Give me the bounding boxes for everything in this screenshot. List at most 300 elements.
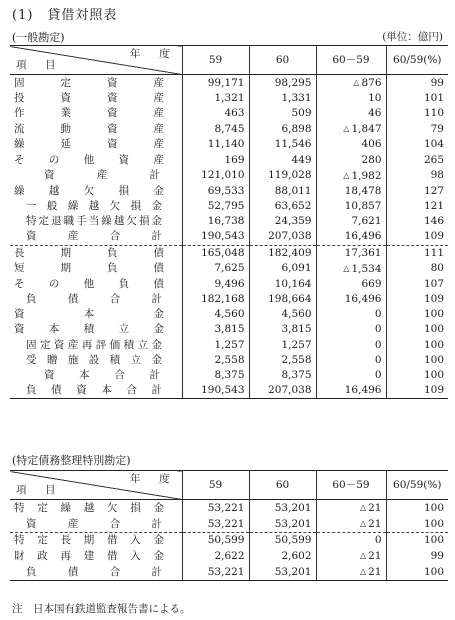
cell-diff [316, 214, 386, 229]
cell-60-value: 6,898 [281, 122, 312, 135]
row-label: 資本積立金 [14, 323, 164, 336]
table-row [10, 261, 448, 277]
cell-60-value: 50,599 [274, 534, 312, 547]
table-header-row [10, 471, 448, 500]
cell-59-value: 1,257 [214, 338, 245, 351]
negative-triangle-icon: △ [353, 78, 360, 87]
cell-ratio [386, 168, 448, 184]
cell-59 [182, 548, 249, 564]
row-label: 短期負債 [14, 262, 164, 275]
row-label-cell [10, 168, 182, 184]
table-row [10, 277, 448, 292]
cell-60 [249, 91, 316, 106]
cell-ratio-value: 111 [423, 246, 444, 259]
cell-60-value: 53,201 [274, 501, 312, 514]
table-row [10, 383, 448, 399]
cell-60 [249, 184, 316, 199]
cell-diff-value: 21 [368, 566, 382, 579]
row-label-cell [10, 383, 182, 399]
cell-59 [182, 337, 249, 352]
cell-diff-value: 669 [361, 277, 382, 290]
row-label-cell [10, 533, 182, 549]
cell-59 [182, 353, 249, 368]
header-year-label: 年 度 [130, 48, 174, 60]
row-label-cell [10, 368, 182, 383]
cell-ratio [386, 121, 448, 137]
cell-60 [249, 214, 316, 229]
cell-diff [316, 75, 386, 92]
cell-59 [182, 137, 249, 152]
row-label: 長期負債 [14, 246, 164, 259]
cell-60 [249, 307, 316, 322]
cell-ratio [386, 564, 448, 581]
row-label-cell [10, 184, 182, 199]
table-row [10, 184, 448, 199]
cell-ratio [386, 516, 448, 533]
cell-ratio-value: 98 [430, 169, 444, 182]
row-label-cell [10, 353, 182, 368]
cell-diff-value: 0 [374, 323, 382, 336]
cell-diff [316, 91, 386, 106]
header-col-60: 60 [249, 471, 316, 500]
row-label: 作業資産 [14, 107, 164, 120]
cell-60-value: 207,038 [268, 230, 312, 243]
balance-sheet-special-table [10, 470, 448, 581]
cell-60 [249, 337, 316, 352]
cell-60 [249, 199, 316, 214]
cell-ratio [386, 337, 448, 352]
cell-59-value: 50,599 [207, 534, 245, 547]
row-label-cell [10, 245, 182, 261]
row-label-cell [10, 500, 182, 517]
table-row [10, 214, 448, 229]
table-row [10, 516, 448, 533]
cell-diff-value: 1,847 [351, 123, 382, 136]
row-label-cell [10, 277, 182, 292]
cell-ratio [386, 307, 448, 322]
cell-60-value: 2,602 [281, 549, 312, 562]
row-label-cell [10, 91, 182, 106]
cell-diff-value: 21 [368, 550, 382, 563]
cell-59-value: 4,560 [214, 308, 245, 321]
cell-diff [316, 199, 386, 214]
row-label-cell [10, 307, 182, 322]
unit-label: (単位：億円) [382, 31, 443, 43]
row-label: 受贈施設積立金 [26, 353, 162, 366]
cell-60-value: 6,091 [281, 262, 312, 275]
cell-60-value: 11,546 [274, 138, 312, 151]
cell-59-value: 52,795 [207, 200, 245, 213]
cell-ratio-value: 100 [423, 565, 444, 578]
header-year-label: 年 度 [130, 473, 174, 485]
cell-diff-value: 0 [374, 338, 382, 351]
cell-60-value: 2,558 [281, 353, 312, 366]
cell-59-value: 190,543 [201, 230, 245, 243]
cell-59-value: 182,168 [201, 292, 245, 305]
negative-triangle-icon: △ [343, 124, 350, 134]
row-label-cell [10, 199, 182, 214]
row-label-cell [10, 337, 182, 352]
row-label: 繰延資産 [14, 138, 164, 151]
cell-59 [182, 500, 249, 517]
cell-60 [249, 153, 316, 168]
row-label-cell [10, 229, 182, 245]
header-col-59: 59 [182, 471, 249, 500]
cell-ratio-value: 121 [423, 200, 444, 213]
cell-59-value: 11,140 [207, 138, 245, 151]
table-row [10, 337, 448, 352]
cell-diff [316, 106, 386, 121]
row-label: 投資資産 [14, 92, 164, 105]
table-row [10, 292, 448, 307]
cell-60-value: 509 [291, 107, 312, 120]
cell-59 [182, 533, 249, 549]
row-label: 一般繰越欠損金 [26, 200, 162, 213]
cell-60-value: 10,164 [274, 277, 312, 290]
cell-diff-value: 1,982 [351, 169, 382, 182]
balance-sheet-general-table [10, 45, 448, 399]
table-row [10, 137, 448, 152]
cell-ratio-value: 100 [423, 517, 444, 530]
cell-60-value: 449 [291, 153, 312, 166]
cell-60-value: 207,038 [268, 384, 312, 397]
header-col-ratio: 60/59(%) [386, 471, 448, 500]
row-label: 特定繰越欠損金 [14, 501, 164, 514]
cell-59 [182, 168, 249, 184]
cell-diff [316, 533, 386, 549]
cell-59-value: 2,622 [214, 549, 245, 562]
table-row [10, 153, 448, 168]
cell-diff-value: 16,496 [344, 230, 382, 243]
cell-60-value: 8,375 [281, 368, 312, 381]
cell-ratio [386, 261, 448, 277]
row-label-cell [10, 548, 182, 564]
table-row [10, 75, 448, 92]
cell-60-value: 198,664 [268, 292, 312, 305]
cell-60 [249, 383, 316, 399]
cell-diff [316, 121, 386, 137]
row-label: 固定資産 [14, 76, 164, 89]
cell-59-value: 16,738 [207, 215, 245, 228]
cell-59-value: 9,496 [214, 277, 245, 290]
cell-60 [249, 292, 316, 307]
cell-ratio [386, 533, 448, 549]
cell-59-value: 1,321 [214, 92, 245, 105]
section-general-title: (一般勘定) [12, 31, 65, 44]
cell-ratio [386, 91, 448, 106]
cell-60 [249, 548, 316, 564]
cell-60-value: 63,652 [274, 200, 312, 213]
cell-diff-value: 0 [374, 353, 382, 366]
cell-60-value: 119,028 [268, 169, 312, 182]
page-title: (1) 貸借対照表 [12, 8, 118, 23]
cell-60 [249, 368, 316, 383]
cell-60-value: 88,011 [274, 184, 312, 197]
cell-59-value: 53,221 [207, 501, 245, 514]
cell-diff-value: 10 [368, 92, 382, 105]
cell-60 [249, 261, 316, 277]
cell-diff [316, 383, 386, 399]
cell-59 [182, 261, 249, 277]
row-label-cell [10, 106, 182, 121]
row-label-cell [10, 261, 182, 277]
cell-diff-value: 46 [368, 107, 382, 120]
cell-ratio-value: 101 [423, 92, 444, 105]
cell-ratio-value: 127 [423, 184, 444, 197]
cell-diff [316, 500, 386, 517]
cell-59 [182, 564, 249, 581]
cell-diff-value: 7,621 [351, 215, 382, 228]
cell-diff [316, 153, 386, 168]
cell-59-value: 169 [224, 153, 245, 166]
cell-ratio [386, 229, 448, 245]
cell-ratio-value: 79 [430, 122, 444, 135]
cell-diff [316, 548, 386, 564]
row-label-cell [10, 137, 182, 152]
table-row [10, 106, 448, 121]
cell-diff [316, 516, 386, 533]
table-row [10, 533, 448, 549]
cell-59 [182, 106, 249, 121]
negative-triangle-icon: △ [359, 519, 367, 528]
table-row [10, 245, 448, 261]
cell-59 [182, 292, 249, 307]
row-label: 負債合計 [26, 292, 162, 305]
cell-ratio-value: 100 [423, 501, 444, 514]
cell-ratio-value: 100 [423, 353, 444, 366]
cell-59 [182, 184, 249, 199]
cell-60-value: 3,815 [281, 323, 312, 336]
cell-60 [249, 353, 316, 368]
cell-diff-value: 406 [361, 138, 382, 151]
cell-59-value: 121,010 [201, 169, 245, 182]
table-row [10, 121, 448, 137]
header-col-ratio: 60/59(%) [386, 46, 448, 75]
cell-59-value: 8,375 [214, 368, 245, 381]
cell-diff [316, 137, 386, 152]
cell-59 [182, 229, 249, 245]
cell-ratio-value: 104 [423, 138, 444, 151]
cell-diff-value: 18,478 [344, 184, 382, 197]
cell-diff [316, 292, 386, 307]
table-row [10, 368, 448, 383]
cell-ratio [386, 153, 448, 168]
row-label-cell [10, 121, 182, 137]
cell-60 [249, 229, 316, 245]
cell-ratio-value: 80 [430, 262, 444, 275]
cell-59 [182, 121, 249, 137]
row-label: 資本合計 [44, 368, 160, 381]
cell-ratio [386, 184, 448, 199]
table-row [10, 500, 448, 517]
cell-ratio-value: 99 [430, 76, 444, 89]
cell-diff [316, 307, 386, 322]
cell-diff-value: 280 [361, 153, 382, 166]
cell-59 [182, 383, 249, 399]
cell-59-value: 53,221 [207, 565, 245, 578]
table-row [10, 322, 448, 337]
cell-diff-value: 0 [374, 308, 382, 321]
row-label: 資産合計 [26, 517, 162, 530]
cell-diff [316, 277, 386, 292]
negative-triangle-icon: △ [343, 170, 350, 180]
cell-60 [249, 277, 316, 292]
cell-59 [182, 516, 249, 533]
cell-ratio [386, 500, 448, 517]
table-row [10, 307, 448, 322]
cell-diff-value: 16,496 [344, 292, 382, 305]
row-label: 財政再建借入金 [14, 549, 164, 562]
negative-triangle-icon: △ [343, 263, 350, 273]
cell-60-value: 1,331 [281, 92, 312, 105]
cell-59 [182, 214, 249, 229]
negative-triangle-icon: △ [359, 551, 367, 561]
row-label: 負債資本合計 [26, 384, 162, 397]
cell-59-value: 99,171 [207, 76, 245, 89]
cell-60 [249, 564, 316, 581]
row-label: 資産合計 [26, 230, 162, 243]
cell-ratio [386, 322, 448, 337]
cell-60 [249, 516, 316, 533]
row-label-cell [10, 214, 182, 229]
cell-ratio-value: 110 [423, 107, 444, 120]
cell-60-value: 53,201 [274, 517, 312, 530]
table-row [10, 564, 448, 581]
cell-ratio-value: 100 [423, 338, 444, 351]
row-label-cell [10, 564, 182, 581]
row-label: 負債合計 [26, 565, 162, 578]
cell-59-value: 69,533 [207, 184, 245, 197]
cell-59-value: 8,745 [214, 122, 245, 135]
cell-diff-value: 10,857 [344, 200, 382, 213]
cell-ratio [386, 353, 448, 368]
cell-diff [316, 368, 386, 383]
table-header-row [10, 46, 448, 75]
cell-ratio-value: 100 [423, 308, 444, 321]
cell-ratio-value: 109 [423, 384, 444, 397]
table-body [10, 75, 448, 399]
row-label-cell [10, 75, 182, 92]
cell-59 [182, 153, 249, 168]
cell-59-value: 7,625 [214, 262, 245, 275]
cell-ratio [386, 548, 448, 564]
negative-triangle-icon: △ [359, 567, 367, 577]
row-label: 資本金 [14, 308, 164, 321]
cell-diff [316, 261, 386, 277]
header-col-60: 60 [249, 46, 316, 75]
row-label-cell [10, 292, 182, 307]
header-corner-cell [10, 471, 182, 500]
cell-60 [249, 500, 316, 517]
table-row [10, 91, 448, 106]
cell-59-value: 3,815 [214, 323, 245, 336]
cell-diff [316, 564, 386, 581]
row-label: 特定退職手当繰越欠損金 [26, 215, 162, 228]
cell-59 [182, 307, 249, 322]
cell-60 [249, 75, 316, 92]
cell-diff-value: 0 [374, 534, 382, 547]
row-label-cell [10, 153, 182, 168]
table-row [10, 548, 448, 564]
cell-diff [316, 322, 386, 337]
cell-60 [249, 322, 316, 337]
header-item-label: 項 目 [16, 59, 60, 71]
cell-59-value: 463 [224, 107, 245, 120]
cell-60 [249, 106, 316, 121]
cell-ratio-value: 107 [423, 277, 444, 290]
header-col-diff: 60－59 [316, 471, 386, 500]
cell-ratio [386, 245, 448, 261]
cell-diff [316, 245, 386, 261]
table-row [10, 199, 448, 214]
table-row [10, 168, 448, 184]
row-label: その他資産 [14, 153, 164, 166]
row-label: 固定資産再評価積立金 [26, 338, 162, 351]
header-corner-cell [10, 46, 182, 75]
cell-diff-value: 876 [361, 77, 382, 89]
cell-ratio [386, 383, 448, 399]
cell-ratio [386, 137, 448, 152]
table-body [10, 500, 448, 581]
cell-60 [249, 137, 316, 152]
cell-ratio-value: 99 [430, 549, 444, 562]
cell-59 [182, 75, 249, 92]
cell-ratio-value: 100 [423, 368, 444, 381]
row-label: その他負債 [14, 277, 164, 290]
cell-diff-value: 21 [368, 518, 382, 530]
cell-59 [182, 277, 249, 292]
cell-60 [249, 168, 316, 184]
cell-59-value: 165,048 [201, 246, 245, 259]
cell-ratio-value: 100 [423, 323, 444, 336]
cell-59 [182, 199, 249, 214]
cell-diff [316, 337, 386, 352]
cell-ratio [386, 368, 448, 383]
cell-ratio [386, 199, 448, 214]
footnote: 注 日本国有鉄道監査報告書による。 [12, 603, 191, 615]
cell-diff [316, 353, 386, 368]
header-item-label: 項 目 [16, 484, 60, 496]
cell-59-value: 190,543 [201, 384, 245, 397]
row-label-cell [10, 516, 182, 533]
cell-diff [316, 168, 386, 184]
cell-59 [182, 91, 249, 106]
cell-60 [249, 245, 316, 261]
cell-diff-value: 17,361 [344, 246, 382, 259]
cell-60-value: 98,295 [274, 76, 312, 89]
cell-diff-value: 0 [374, 368, 382, 381]
cell-60-value: 53,201 [274, 565, 312, 578]
cell-59 [182, 245, 249, 261]
cell-60-value: 182,409 [268, 246, 312, 259]
cell-ratio [386, 75, 448, 92]
row-label: 特定長期借入金 [14, 534, 164, 547]
cell-ratio-value: 109 [423, 292, 444, 305]
cell-ratio-value: 100 [423, 534, 444, 547]
cell-59 [182, 368, 249, 383]
header-col-59: 59 [182, 46, 249, 75]
negative-triangle-icon: △ [359, 503, 367, 512]
cell-ratio [386, 292, 448, 307]
table-row [10, 229, 448, 245]
table-row [10, 353, 448, 368]
cell-ratio [386, 277, 448, 292]
cell-60 [249, 533, 316, 549]
cell-ratio-value: 265 [423, 153, 444, 166]
cell-60-value: 4,560 [281, 308, 312, 321]
cell-diff-value: 21 [368, 502, 382, 514]
row-label: 資産計 [44, 169, 160, 182]
